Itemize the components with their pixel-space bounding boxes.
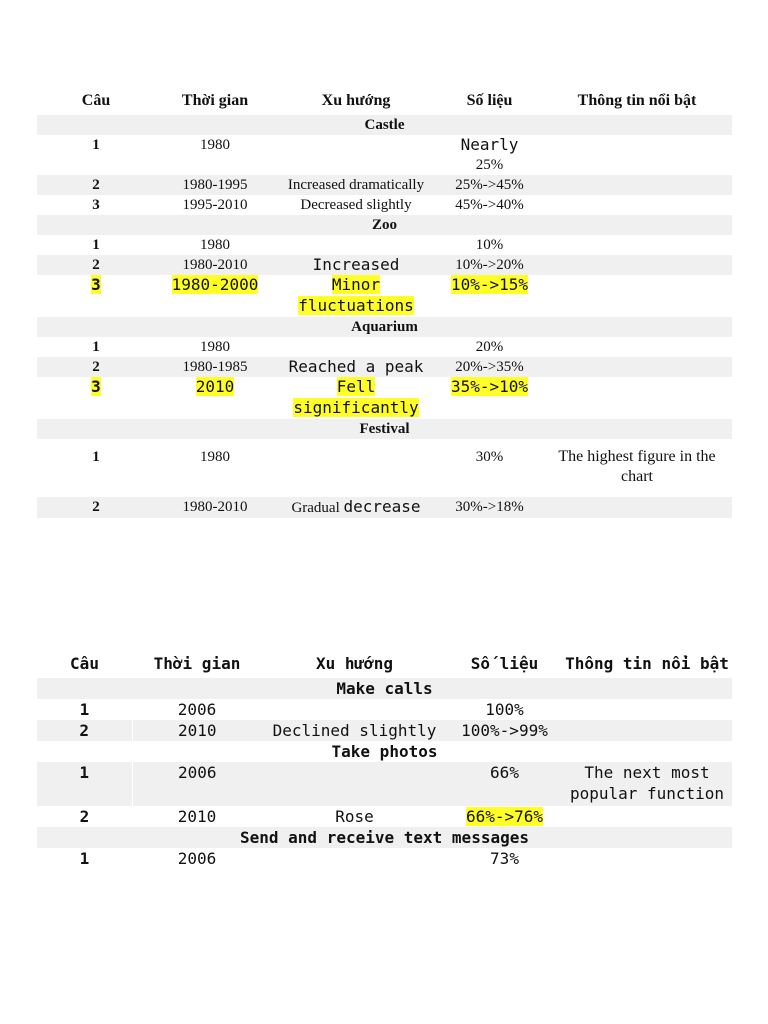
row-note <box>542 235 732 255</box>
row-number: 1 <box>79 700 90 719</box>
highlighted-text: 1980-2000 <box>171 275 259 294</box>
group-row-aquarium <box>37 317 732 337</box>
trend-word-serif: Gradual <box>291 500 340 516</box>
row-trend <box>275 377 437 419</box>
row-note <box>542 357 732 377</box>
row-note: The next most popular function <box>569 763 725 803</box>
row-time: 1980-2010 <box>182 257 248 273</box>
highlighted-text: 66%->76% <box>465 807 544 826</box>
row-number: 2 <box>79 807 90 826</box>
row-trend: Increased dramatically <box>287 177 425 193</box>
group-title: Aquarium <box>351 319 418 335</box>
figure-value: 25% <box>475 157 504 173</box>
row-trend <box>275 337 437 357</box>
row-time: 1980 <box>200 137 230 153</box>
col-header-trend: Xu hướng <box>321 92 391 109</box>
row-figure: 100% <box>485 700 524 719</box>
group-title: Castle <box>364 117 405 133</box>
row-note <box>542 175 732 195</box>
table-row <box>37 357 732 377</box>
row-trend <box>262 762 447 806</box>
group-title: Make calls <box>336 679 433 698</box>
row-figure: 10%->20% <box>455 257 524 273</box>
group-title: Zoo <box>371 217 397 233</box>
row-note <box>542 497 732 518</box>
group-title: Send and receive text messages <box>240 828 529 847</box>
row-time <box>155 377 275 419</box>
table-row <box>37 699 732 720</box>
row-time: 2010 <box>177 807 217 826</box>
row-trend <box>275 439 437 497</box>
highlighted-text: 2010 <box>195 377 235 396</box>
row-note <box>562 720 732 741</box>
row-time: 1980-1995 <box>182 177 248 193</box>
row-note <box>562 699 732 720</box>
highlighted-text: 3 <box>91 377 101 396</box>
row-trend <box>275 135 437 175</box>
row-trend <box>275 275 437 317</box>
row-number: 3 <box>92 197 100 213</box>
group-title: Take photos <box>331 742 438 761</box>
row-number: 1 <box>92 237 100 253</box>
highlighted-text: 3 <box>91 275 101 294</box>
group-row-take-photos <box>37 741 732 762</box>
table-row-highlighted <box>37 275 732 317</box>
table-row <box>37 255 732 275</box>
table-row <box>37 806 732 827</box>
group-row-text-messages <box>37 827 732 848</box>
row-figure: 20% <box>475 339 504 355</box>
row-figure <box>447 806 562 827</box>
row-figure: 66% <box>490 763 519 782</box>
row-trend <box>262 848 447 869</box>
table-row <box>37 135 732 175</box>
table-row <box>37 195 732 215</box>
trend-table-attractions <box>37 88 732 518</box>
table-row-highlighted <box>37 377 732 419</box>
row-number: 1 <box>92 449 100 465</box>
highlighted-text: Fell significantly <box>293 377 419 417</box>
trend-table-phone-functions <box>37 650 732 869</box>
row-trend: Increased <box>312 255 400 274</box>
col-header-trend: Xu hướng <box>315 654 394 673</box>
row-note: The highest figure in the chart <box>558 448 716 485</box>
row-time: 1980 <box>200 449 230 465</box>
group-title: Festival <box>359 421 410 437</box>
row-note <box>542 195 732 215</box>
table-header-row <box>37 88 732 115</box>
row-note <box>562 848 732 869</box>
col-header-highlight-info: Thông tin nổi bật <box>565 654 729 673</box>
row-time: 2006 <box>177 849 217 868</box>
row-number: 2 <box>92 177 100 193</box>
table-header-row <box>37 650 732 678</box>
table-row <box>37 337 732 357</box>
table-row <box>37 762 732 806</box>
row-trend: Reached a peak <box>288 357 424 376</box>
row-figure: 25%->45% <box>455 177 524 193</box>
row-figure: 45%->40% <box>455 197 524 213</box>
row-number: 2 <box>92 257 100 273</box>
highlighted-text: 35%->10% <box>450 377 529 396</box>
table-row <box>37 439 732 497</box>
row-number: 1 <box>37 762 132 806</box>
group-row-festival <box>37 419 732 439</box>
row-time: 1980-1985 <box>182 359 248 375</box>
row-number: 2 <box>92 499 100 515</box>
row-time <box>155 275 275 317</box>
group-row-zoo <box>37 215 732 235</box>
row-trend <box>262 699 447 720</box>
table-row <box>37 720 732 741</box>
row-number: 1 <box>79 849 90 868</box>
row-time: 1980 <box>200 237 230 253</box>
row-note <box>542 377 732 419</box>
row-note <box>542 337 732 357</box>
col-header-figure: Số liệu <box>466 92 513 109</box>
figure-prefix: Nearly <box>460 135 519 154</box>
row-figure <box>437 377 542 419</box>
col-header-time: Thời gian <box>181 92 249 109</box>
table-row <box>37 497 732 518</box>
row-time: 2010 <box>177 721 217 740</box>
row-number: 1 <box>92 137 100 153</box>
col-header-figure: Số liệu <box>470 654 539 673</box>
row-note <box>562 806 732 827</box>
row-time: 1980 <box>200 339 230 355</box>
row-trend: Decreased slightly <box>300 197 412 213</box>
row-time: 2006 <box>177 763 217 782</box>
row-note <box>542 135 732 175</box>
highlighted-text: 10%->15% <box>450 275 529 294</box>
col-header-question: Câu <box>70 654 99 673</box>
row-time: 1980-2010 <box>182 499 248 515</box>
row-figure: 20%->35% <box>455 359 524 375</box>
table-row <box>37 235 732 255</box>
row-figure <box>437 135 542 175</box>
row-time: 2006 <box>177 700 217 719</box>
row-figure: 10% <box>475 237 504 253</box>
row-time: 1995-2010 <box>182 197 248 213</box>
row-trend: Rose <box>335 807 374 826</box>
table-row <box>37 175 732 195</box>
highlighted-text: Minor fluctuations <box>298 275 414 315</box>
row-trend <box>275 497 437 518</box>
row-number: 2 <box>37 720 132 741</box>
group-row-make-calls <box>37 678 732 699</box>
row-number <box>37 275 155 317</box>
col-header-highlight-info: Thông tin nổi bật <box>577 92 697 109</box>
col-header-time: Thời gian <box>153 654 241 673</box>
row-note <box>542 255 732 275</box>
row-trend: Declined slightly <box>272 721 437 740</box>
row-figure: 30% <box>475 449 504 465</box>
row-figure: 73% <box>490 849 519 868</box>
row-number <box>37 377 155 419</box>
row-number: 1 <box>92 339 100 355</box>
row-number: 2 <box>92 359 100 375</box>
trend-word-mono: decrease <box>343 497 421 516</box>
row-figure: 100%->99% <box>461 721 548 740</box>
col-header-question: Câu <box>81 92 111 109</box>
row-figure <box>437 275 542 317</box>
row-note <box>542 275 732 317</box>
table-row <box>37 848 732 869</box>
group-row-castle <box>37 115 732 135</box>
row-trend <box>275 235 437 255</box>
row-figure: 30%->18% <box>455 499 524 515</box>
